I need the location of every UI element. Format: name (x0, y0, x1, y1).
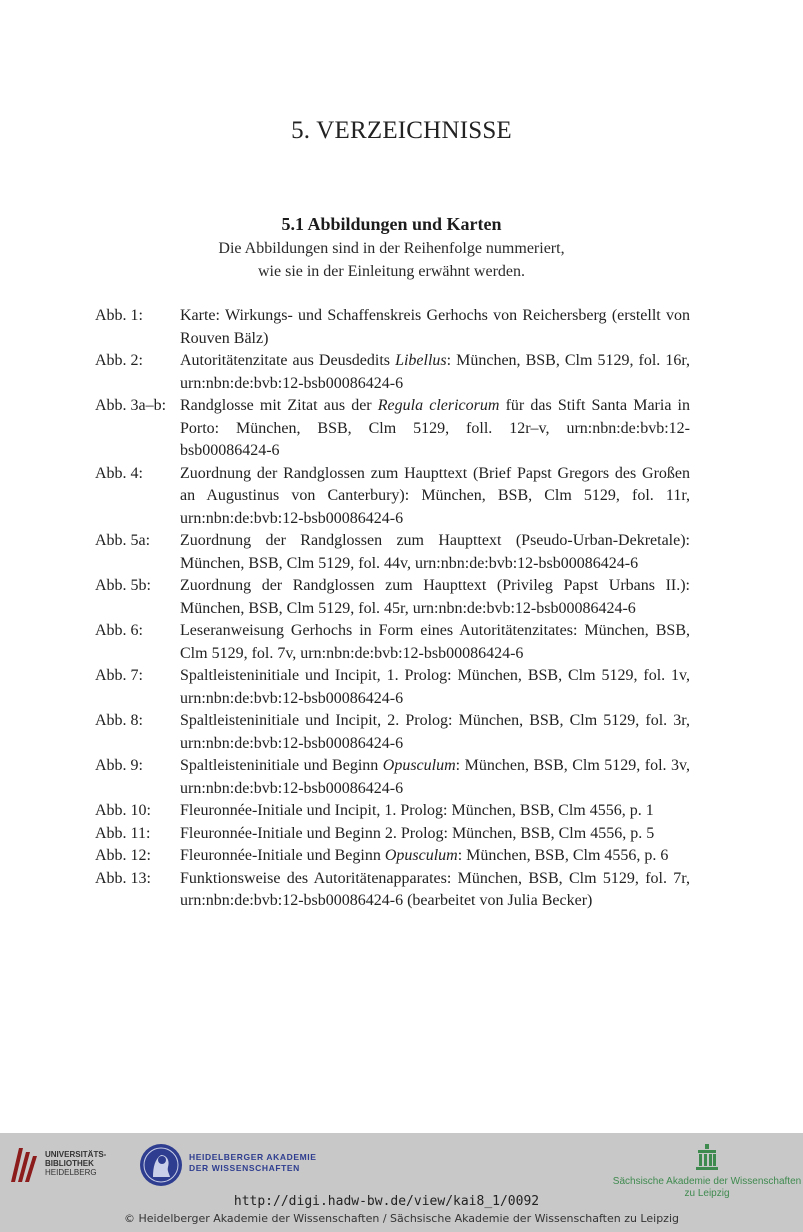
list-item (95, 665, 690, 710)
entry-label: Abb. 7: (95, 667, 143, 684)
entry-text-segment: Leseranweisung Gerhochs in Form eines Autoritätenzitates: München, BSB, Clm 5129, fol. 7v, urn:nbn:de:bvb:12-bsb00086424-6 (180, 622, 690, 662)
entry-title-italic: Libellus (395, 352, 447, 369)
entry-label: Abb. 1: (95, 307, 143, 324)
copyright-notice: © Heidelberger Akademie der Wissenschaften / Sächsische Akademie der Wissenschaften zu Leipzig (123, 1212, 679, 1225)
list-item (95, 800, 690, 823)
entry-text (180, 755, 690, 800)
section-note-line: wie sie in der Einleitung erwähnt werden. (257, 262, 526, 280)
page-heading: 5. VERZEICHNISSE (291, 117, 512, 144)
entry-label: Abb. 12: (95, 847, 151, 864)
entry-text-segment: : München, BSB, Clm 5129, fol. 3v, urn:nbn:de:bvb:12-bsb00086424-6 (180, 757, 690, 797)
entry-text-segment: Autoritätenzitate aus Deusdedits (180, 352, 396, 369)
hadw-logo-text (189, 1152, 317, 1174)
entry-text (180, 845, 690, 868)
entry-text-segment: Zuordnung der Randglossen zum Haupttext (Brief Papst Gregors des Großen an Augustinus von Canterbury): München, BSB, Clm 5129, fol. 11r, urn:nbn:de:bvb:12-bsb00086424-6 (180, 464, 690, 527)
list-item (95, 755, 690, 800)
list-item (95, 463, 690, 531)
saw-logo-line: zu Leipzig (684, 1188, 730, 1199)
hadw-logo[interactable] (139, 1143, 359, 1193)
entry-text-segment: Spaltleisteninitiale und Incipit, 2. Prolog: München, BSB, Clm 5129, fol. 3r, urn:nbn:de:bvb:12-bsb00086424-6 (180, 712, 690, 752)
entry-label: Abb. 2: (95, 352, 143, 369)
entry-text-segment: Funktionsweise des Autoritätenapparates: München, BSB, Clm 5129, fol. 7r, urn:nbn:de:bvb:12-bsb00086424-6 (bearbeitet von Julia Becker) (180, 869, 690, 909)
entry-label: Abb. 4: (95, 464, 143, 482)
list-item (95, 823, 690, 846)
entry-text-segment: Zuordnung der Randglossen zum Haupttext (Pseudo-Urban-Dekretale): München, BSB, Clm 5129, fol. 44v, urn:nbn:de:bvb:12-bsb00086424-6 (180, 532, 690, 572)
entry-text (180, 710, 690, 755)
entry-label: Abb. 6: (95, 622, 143, 639)
permalink[interactable]: http://digi.hadw-bw.de/view/kai8_1/0092 (233, 1194, 540, 1209)
footer-bar (0, 1133, 803, 1232)
ub-logo-line: HEIDELBERG (45, 1168, 97, 1177)
ub-logo-line: UNIVERSITÄTS- (45, 1150, 107, 1159)
entry-label: Abb. 8: (95, 712, 143, 729)
entry-text (180, 463, 690, 531)
list-item (95, 868, 690, 913)
section-title: 5.1 Abbildungen und Karten (281, 214, 502, 234)
saw-building-icon (696, 1144, 718, 1170)
ub-heidelberg-logo[interactable] (9, 1144, 119, 1188)
entry-text-segment: Spaltleisteninitiale und Incipit, 1. Prolog: München, BSB, Clm 5129, fol. 1v, urn:nbn:de:bvb:12-bsb00086424-6 (180, 667, 690, 707)
entry-text-segment: Fleuronnée-Initiale und Beginn 2. Prolog: München, BSB, Clm 4556, p. 5 (180, 824, 655, 842)
entry-text-segment: Karte: Wirkungs- und Schaffenskreis Gerhochs von Reichersberg (erstellt von Rouven Bälz) (180, 307, 690, 347)
list-item (95, 305, 690, 350)
entry-label: Abb. 10: (95, 802, 151, 819)
section-note (0, 238, 783, 283)
list-item (95, 395, 690, 463)
list-item (95, 350, 690, 395)
saw-logo-line: Sächsische Akademie der Wissenschaften (612, 1176, 802, 1187)
entry-text-segment: : München, BSB, Clm 5129, fol. 16r, urn:nbn:de:bvb:12-bsb00086424-6 (180, 352, 691, 392)
entry-text (180, 868, 690, 913)
hadw-logo-line: DER WISSENSCHAFTEN (189, 1163, 300, 1173)
ub-emblem-icon (9, 1144, 39, 1184)
ub-logo-text (45, 1150, 106, 1177)
entry-text (180, 575, 690, 620)
entry-text (180, 395, 690, 463)
entry-text-segment: für das Stift Santa Maria in Porto: München, BSB, Clm 5129, foll. 12r–v, urn:nbn:de:bvb:12-bsb00086424-6 (180, 397, 690, 459)
entry-text-segment: Randglosse mit Zitat aus der (180, 397, 378, 414)
entry-text (180, 823, 690, 846)
hadw-seal-icon (139, 1143, 183, 1187)
entry-title-italic: Opusculum (382, 757, 456, 774)
entry-text-segment: : München, BSB, Clm 4556, p. 6 (457, 847, 669, 864)
hadw-logo-line: HEIDELBERGER AKADEMIE (189, 1152, 317, 1162)
figure-list (95, 305, 690, 913)
list-item (95, 620, 690, 665)
entry-label: Abb. 5b: (95, 577, 151, 594)
entry-label: Abb. 13: (95, 869, 151, 887)
entry-title-italic: Opusculum (384, 847, 458, 864)
entry-text-segment: Zuordnung der Randglossen zum Haupttext (Privileg Papst Urbans II.): München, BSB, Clm 5129, fol. 45r, urn:nbn:de:bvb:12-bsb00086424-6 (180, 577, 690, 617)
entry-text-segment: Fleuronnée-Initiale und Beginn (180, 847, 385, 864)
entry-text (180, 530, 690, 575)
entry-text (180, 305, 690, 350)
entry-text (180, 800, 690, 823)
list-item (95, 530, 690, 575)
list-item (95, 575, 690, 620)
entry-label: Abb. 5a: (95, 532, 151, 549)
list-item (95, 710, 690, 755)
entry-text (180, 665, 690, 710)
entry-label: Abb. 3a–b: (95, 397, 167, 414)
entry-text (180, 350, 690, 395)
entry-label: Abb. 9: (95, 757, 143, 774)
entry-text (180, 620, 690, 665)
entry-title-italic: Regula clericorum (377, 397, 500, 414)
ub-logo-line: BIBLIOTHEK (45, 1159, 94, 1168)
entry-text-segment: Spaltleisteninitiale und Beginn (180, 757, 383, 774)
section-note-line: Die Abbildungen sind in der Reihenfolge nummeriert, (218, 240, 565, 257)
entry-text-segment: Fleuronnée-Initiale und Incipit, 1. Prolog: München, BSB, Clm 4556, p. 1 (180, 802, 654, 819)
saw-leipzig-logo[interactable] (612, 1141, 802, 1201)
entry-label: Abb. 11: (95, 824, 151, 842)
list-item (95, 845, 690, 868)
